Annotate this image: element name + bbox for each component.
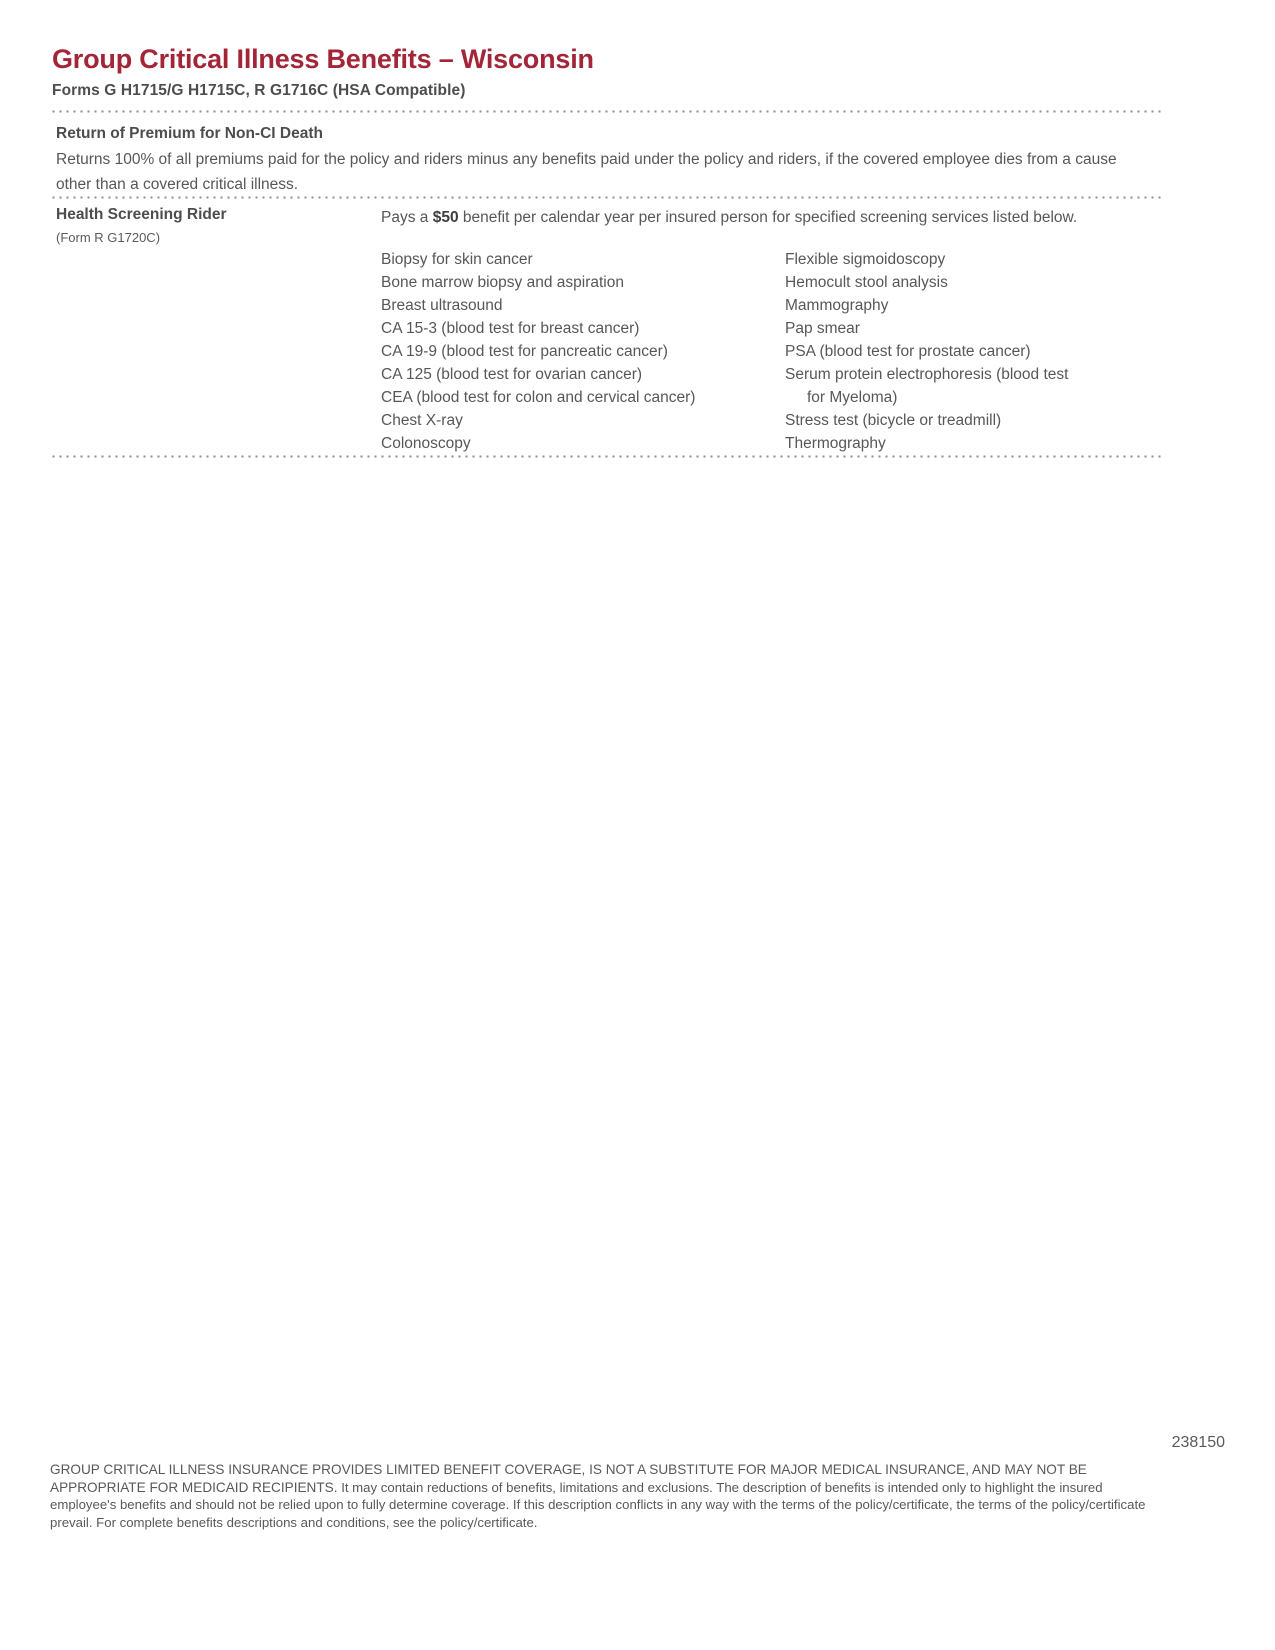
- list-item: Thermography: [785, 435, 886, 452]
- list-item: CEA (blood test for colon and cervical cancer): [381, 389, 696, 406]
- list-item: CA 19-9 (blood test for pancreatic cancer): [381, 343, 668, 360]
- list-item: Stress test (bicycle or treadmill): [785, 412, 1002, 429]
- list-item: Breast ultrasound: [381, 297, 503, 314]
- list-item: Mammography: [785, 297, 889, 314]
- list-item: Pap smear: [785, 320, 860, 337]
- intro-text-before: Pays a: [381, 209, 433, 226]
- list-item: CA 15-3 (blood test for breast cancer): [381, 320, 640, 337]
- page-subtitle: Forms G H1715/G H1715C, R G1716C (HSA Compatible): [52, 82, 466, 99]
- list-item: Bone marrow biopsy and aspiration: [381, 274, 624, 291]
- return-of-premium-body: Returns 100% of all premiums paid for the policy and riders minus any benefits paid under the policy and riders, if the covered employee dies from a cause other than a covered critical illness.: [56, 151, 1117, 193]
- list-item: Serum protein electrophoresis (blood test: [785, 366, 1069, 383]
- list-item: Colonoscopy: [381, 435, 471, 452]
- list-item-continuation-text: for Myeloma): [807, 389, 898, 406]
- document-number: 238150: [1171, 1434, 1225, 1451]
- divider-middle: [50, 196, 1162, 199]
- health-screening-rider-intro: [381, 206, 1161, 229]
- list-item: CA 125 (blood test for ovarian cancer): [381, 366, 643, 383]
- list-item: Chest X-ray: [381, 412, 463, 429]
- list-item: Biopsy for skin cancer: [381, 251, 533, 268]
- return-of-premium-heading: Return of Premium for Non-CI Death: [56, 125, 323, 142]
- screening-services-column-right: [785, 248, 1165, 455]
- screening-services-column-left: [381, 248, 781, 455]
- footer-disclaimer: [50, 1461, 1165, 1531]
- page-title: Group Critical Illness Benefits – Wisconsin: [52, 44, 594, 74]
- benefit-amount: $50: [432, 209, 459, 226]
- divider-top: [50, 110, 1162, 113]
- divider-bottom: [50, 455, 1162, 458]
- health-screening-rider-form-number: (Form R G1720C): [56, 230, 161, 245]
- footer-disclaimer-lead: GROUP CRITICAL ILLNESS INSURANCE PROVIDES LIMITED BENEFIT COVERAGE, IS NOT A SUBSTITUTE FOR MAJOR MEDICAL INSURANCE, AND MAY NOT BE APPROPRIATE FOR MEDICAID RECIPIENTS.: [50, 1462, 1087, 1495]
- health-screening-rider-heading: Health Screening Rider: [56, 206, 227, 223]
- list-item: Flexible sigmoidoscopy: [785, 251, 946, 268]
- intro-text-after: benefit per calendar year per insured person for specified screening services listed below.: [458, 209, 1078, 226]
- footer-disclaimer-body: It may contain reductions of benefits, limitations and exclusions. The description of benefits is intended only to highlight the insured employee's benefits and should not be relied upon to fully determine coverage. If this description conflicts in any way with the terms of the policy/certificate, the terms of the policy/certificate prevail. For complete benefits descriptions and conditions, see the policy/certificate.: [50, 1479, 1146, 1530]
- list-item-continuation: [785, 386, 1165, 409]
- list-item: Hemocult stool analysis: [785, 274, 948, 291]
- list-item: PSA (blood test for prostate cancer): [785, 343, 1031, 360]
